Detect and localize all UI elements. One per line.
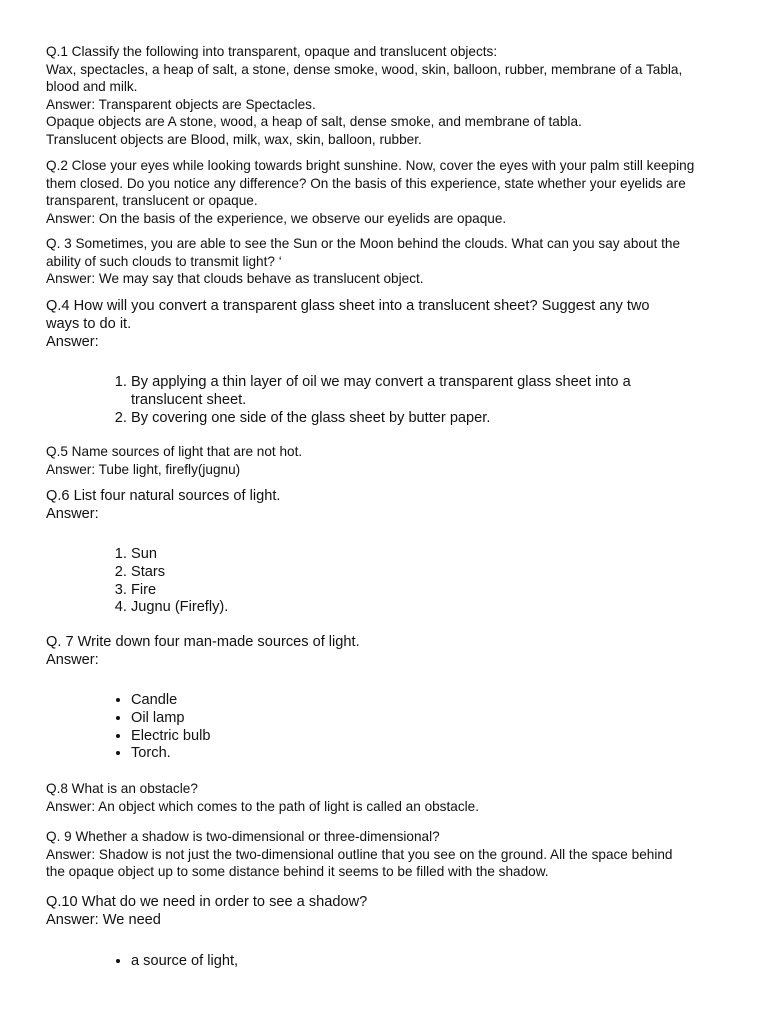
q3-line-1: Q. 3 Sometimes, you are able to see the Sun or the Moon behind the clouds. What can you say about the <box>46 236 681 251</box>
list-item: • Torch. <box>131 745 691 763</box>
list-item: 2. By covering one side of the glass sheet by butter paper. <box>131 410 691 428</box>
q4-line-2: ways to do it. <box>46 315 132 332</box>
question-1 <box>46 43 726 148</box>
q2-answer: Answer: On the basis of the experience, we observe our eyelids are opaque. <box>46 210 507 226</box>
q6-question: Q.6 List four natural sources of light. <box>46 488 281 504</box>
question-9 <box>46 828 726 881</box>
q7-answer-list <box>86 692 691 763</box>
q6-answer: Answer: <box>46 505 99 522</box>
list-item: • Electric bulb <box>131 728 691 746</box>
q3-line-2: ability of such clouds to transmit light? ‘ <box>46 253 282 269</box>
q3-answer: Answer: We may say that clouds behave as translucent object. <box>46 271 424 286</box>
q4-line-1: Q.4 How will you convert a transparent glass sheet into a translucent sheet? Suggest any two <box>46 298 650 314</box>
q4-answer-list <box>86 374 691 427</box>
question-2 <box>46 157 726 227</box>
q8-question: Q.8 What is an obstacle? <box>46 781 198 796</box>
q6-answer-list <box>86 546 691 617</box>
q1-question: Q.1 Classify the following into transparent, opaque and translucent objects: <box>46 44 498 59</box>
q4-answer: Answer: <box>46 333 99 350</box>
q9-question: Q. 9 Whether a shadow is two-dimensional or three-dimensional? <box>46 829 440 844</box>
question-4 <box>46 298 726 351</box>
question-10 <box>46 894 726 930</box>
q1-opaque: Opaque objects are A stone, wood, a heap of salt, dense smoke, and membrane of tabla. <box>46 114 582 129</box>
list-item: • a source of light, <box>131 953 691 971</box>
list-item: 3. Fire <box>131 582 691 600</box>
q9-answer-line-2: the opaque object up to some distance behind it seems to be filled with the shadow. <box>46 864 549 879</box>
list-item: 2. Stars <box>131 564 691 582</box>
q1-answer: Answer: Transparent objects are Spectacles. <box>46 96 316 112</box>
q1-translucent: Translucent objects are Blood, milk, wax, skin, balloon, rubber. <box>46 131 422 147</box>
question-7 <box>46 634 726 670</box>
list-item: • Oil lamp <box>131 710 691 728</box>
q2-line-1: Q.2 Close your eyes while looking towards bright sunshine. Now, cover the eyes with your palm still keeping <box>46 158 695 173</box>
q7-question: Q. 7 Write down four man-made sources of light. <box>46 634 360 650</box>
q10-answer-list <box>86 953 691 971</box>
list-item: 4. Jugnu (Firefly). <box>131 599 691 617</box>
q1-items-line-2: blood and milk. <box>46 79 138 94</box>
question-6 <box>46 488 726 524</box>
q2-line-2: them closed. Do you notice any difference? On the basis of this experience, state whether your eyelids are <box>46 175 686 191</box>
q5-answer: Answer: Tube light, firefly(jugnu) <box>46 461 241 477</box>
q10-question: Q.10 What do we need in order to see a shadow? <box>46 894 368 910</box>
q10-answer: Answer: We need <box>46 911 161 928</box>
q5-question: Q.5 Name sources of light that are not hot. <box>46 444 303 459</box>
q2-line-3: transparent, translucent or opaque. <box>46 193 258 208</box>
question-8 <box>46 780 726 815</box>
list-item: 1. Sun <box>131 546 691 564</box>
question-5 <box>46 443 726 478</box>
q8-answer: Answer: An object which comes to the path of light is called an obstacle. <box>46 798 479 814</box>
list-item: 1. By applying a thin layer of oil we may convert a transparent glass sheet into a translucent sheet. <box>131 374 691 410</box>
question-3 <box>46 235 726 288</box>
list-item: • Candle <box>131 692 691 710</box>
q7-answer: Answer: <box>46 651 99 668</box>
q9-answer-line-1: Answer: Shadow is not just the two-dimensional outline that you see on the ground. All the space behind <box>46 846 673 862</box>
q1-items-line-1: Wax, spectacles, a heap of salt, a stone, dense smoke, wood, skin, balloon, rubber, membrane of a Tabla, <box>46 61 683 77</box>
